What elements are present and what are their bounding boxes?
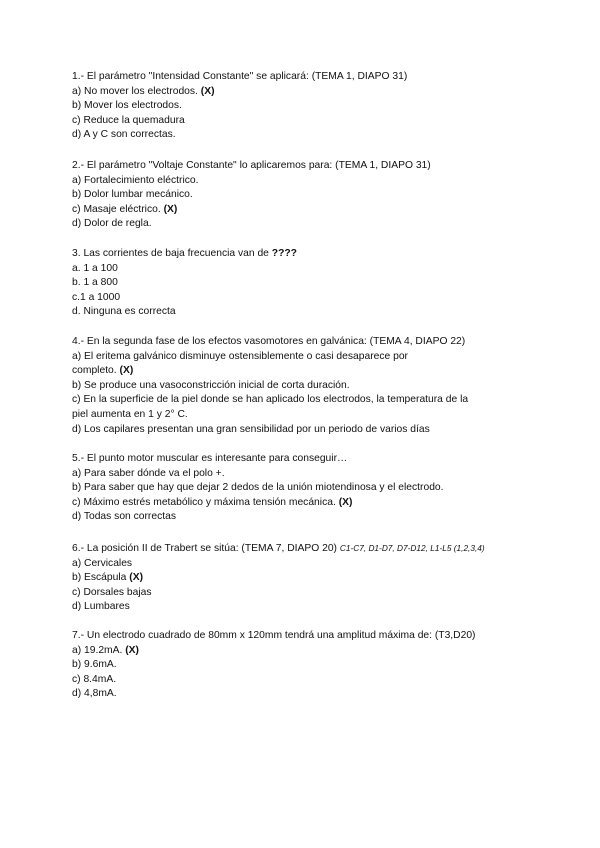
question-1-option-d: d) A y C son correctas. xyxy=(72,129,176,141)
question-2-option-b: b) Dolor lumbar mecánico. xyxy=(72,189,193,201)
answer-mark: (X) xyxy=(338,496,353,508)
question-1-option-a: a) No mover los electrodos. (X) xyxy=(72,85,215,97)
answer-mark: (X) xyxy=(200,85,215,97)
unknown-mark: ???? xyxy=(271,248,297,259)
question-4 xyxy=(72,335,542,437)
question-5-option-a: a) Para saber dónde va el polo +. xyxy=(72,467,225,479)
question-5 xyxy=(72,452,542,525)
question-7-option-a: a) 19.2mA. (X) xyxy=(72,644,139,656)
question-6 xyxy=(72,541,542,615)
answer-mark: (X) xyxy=(163,203,178,215)
answer-mark: (X) xyxy=(129,572,143,584)
question-7-option-d: d) 4,8mA. xyxy=(72,688,117,700)
question-4-stem: 4.- En la segunda fase de los efectos vasomotores en galvánica: (TEMA 4, DIAPO 22) xyxy=(72,336,466,347)
question-6-stem: 6.- La posición II de Trabert se sitúa: (TEMA 7, DIAPO 20) C1-C7, D1-D7, D7-D12, L1-L5 (1,2,3,4) xyxy=(72,543,485,554)
question-3-option-d: d. Ninguna es correcta xyxy=(72,306,176,318)
answer-mark: (X) xyxy=(119,365,134,377)
question-4-option-a: a) El eritema galvánico disminuye ostensiblemente o casi desaparece por xyxy=(72,350,408,362)
question-5-option-d: d) Todas son correctas xyxy=(72,511,176,523)
question-7-stem: 7.- Un electrodo cuadrado de 80mm x 120mm tendrá una amplitud máxima de: (T3,D20) xyxy=(72,630,476,641)
question-2-stem: 2.- El parámetro "Voltaje Constante" lo aplicaremos para: (TEMA 1, DIAPO 31) xyxy=(72,160,431,171)
question-7-option-c: c) 8.4mA. xyxy=(72,673,117,685)
question-2-option-a: a) Fortalecimiento eléctrico. xyxy=(72,174,199,186)
question-2 xyxy=(72,159,542,232)
question-5-option-c: c) Máximo estrés metabólico y máxima tensión mecánica. (X) xyxy=(72,496,353,508)
question-1-stem: 1.- El parámetro "Intensidad Constante" se aplicará: (TEMA 1, DIAPO 31) xyxy=(72,71,408,82)
question-4-option-a-cont: completo. (X) xyxy=(72,365,134,377)
question-1-option-b: b) Mover los electrodos. xyxy=(72,100,182,112)
question-4-option-c-cont: piel aumenta en 1 y 2° C. xyxy=(72,408,188,420)
question-5-stem: 5.- El punto motor muscular es interesante para conseguir… xyxy=(72,453,348,464)
question-6-option-c: c) Dorsales bajas xyxy=(72,586,152,598)
question-7-option-b: b) 9.6mA. xyxy=(72,659,117,671)
question-3 xyxy=(72,247,542,320)
question-3-stem: 3. Las corrientes de baja frecuencia van de ???? xyxy=(72,248,297,259)
answer-mark: (X) xyxy=(125,644,139,656)
question-4-option-d: d) Los capilares presentan una gran sensibilidad por un periodo de varios días xyxy=(72,423,430,435)
question-1-option-c: c) Reduce la quemadura xyxy=(72,114,185,126)
question-4-option-c: c) En la superficie de la piel donde se han aplicado los electrodos, la temperatura de la xyxy=(72,394,469,406)
question-2-option-d: d) Dolor de regla. xyxy=(72,218,152,230)
question-6-note: C1-C7, D1-D7, D7-D12, L1-L5 (1,2,3,4) xyxy=(339,543,485,553)
question-2-option-c: c) Masaje eléctrico. (X) xyxy=(72,203,178,215)
question-3-option-a: a. 1 a 100 xyxy=(72,262,118,274)
question-6-option-a: a) Cervicales xyxy=(72,557,133,569)
question-5-option-b: b) Para saber que hay que dejar 2 dedos de la unión miotendinosa y el electrodo. xyxy=(72,482,444,494)
question-7 xyxy=(72,629,542,702)
question-4-option-b: b) Se produce una vasoconstricción inicial de corta duración. xyxy=(72,379,350,391)
question-6-option-b: b) Escápula (X) xyxy=(72,572,143,584)
question-6-option-d: d) Lumbares xyxy=(72,601,130,613)
question-3-option-c: c.1 a 1000 xyxy=(72,291,121,303)
question-3-option-b: b. 1 a 800 xyxy=(72,277,118,289)
question-1 xyxy=(72,70,542,143)
